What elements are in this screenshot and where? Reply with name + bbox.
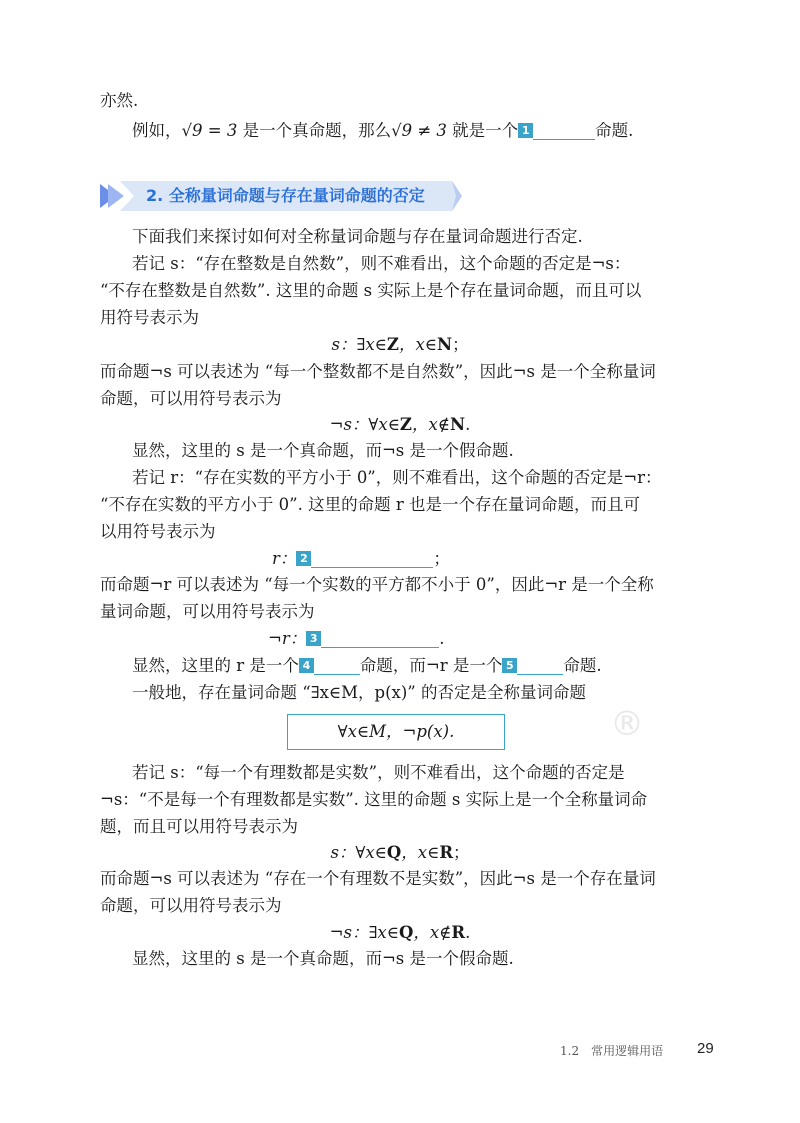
text-fragment: 例如，: [132, 121, 182, 140]
set-symbol: R: [451, 923, 466, 942]
text-line: “不存在实数的平方小于 0”. 这里的命题 r 也是一个存在量词命题，而且可: [100, 495, 640, 514]
set-symbol: N: [436, 335, 453, 354]
formula-fragment: r：: [272, 549, 297, 568]
formula-line: [0, 922, 800, 944]
set-symbol: Q: [398, 923, 414, 942]
text-line: 显然，这里的 s 是一个真命题，而¬s 是一个假命题.: [132, 949, 514, 968]
formula-fragment: ，x∉: [413, 923, 452, 942]
formula-fragment: ，x∉: [411, 415, 450, 434]
formula-fragment: ；: [452, 335, 469, 354]
formula-fragment: .: [465, 415, 471, 434]
text-line: [132, 655, 602, 677]
registered-watermark: ®: [610, 704, 644, 744]
sqrt-equation: √9 = 3: [181, 121, 238, 140]
fill-blank-4[interactable]: [299, 657, 360, 675]
formula-line: [268, 628, 444, 650]
text-fragment: 命题.: [563, 656, 602, 675]
blank-number: 5: [502, 658, 517, 673]
formula-line: [272, 548, 450, 570]
formula-fragment: ；: [433, 549, 450, 568]
text-line: 而命题¬r 可以表述为 “每一个实数的平方都不小于 0”，因此¬r 是一个全称: [100, 575, 654, 594]
text-line: 而命题¬s 可以表述为 “每一个整数都不是自然数”，因此¬s 是一个全称量词: [100, 362, 656, 381]
formula-fragment: .: [465, 923, 471, 942]
blank-number: 1: [518, 123, 533, 138]
footer-section: 1.2 常用逻辑用语: [560, 1044, 664, 1058]
text-line: 显然，这里的 s 是一个真命题，而¬s 是一个假命题.: [132, 441, 514, 460]
text-line: 若记 r：“存在实数的平方小于 0”，则不难看出，这个命题的否定是¬r：: [132, 468, 662, 487]
formula-fragment: ¬s：∀x∈: [329, 415, 400, 434]
text-line: 命题，可以用符号表示为: [100, 389, 282, 408]
fill-blank-1[interactable]: [518, 122, 595, 140]
text-line: ¬s：“不是每一个有理数都是实数”. 这里的命题 s 实际上是一个全称量词命: [100, 790, 648, 809]
fill-blank-2[interactable]: [296, 550, 433, 568]
text-line: 亦然.: [100, 91, 139, 110]
section-heading-text: 2. 全称量词命题与存在量词命题的否定: [146, 186, 425, 205]
text-line: 若记 s：“存在整数是自然数”，则不难看出，这个命题的否定是¬s：: [132, 254, 631, 273]
boxed-formula: [287, 714, 505, 750]
formula-line: [0, 334, 800, 356]
text-line: 下面我们来探讨如何对全称量词命题与存在量词命题进行否定.: [132, 227, 583, 246]
text-line: 量词命题，可以用符号表示为: [100, 602, 315, 621]
set-symbol: N: [450, 415, 466, 434]
formula-fragment: ，x∈: [398, 335, 437, 354]
blank-number: 4: [299, 658, 314, 673]
text-line: 用符号表示为: [100, 308, 199, 327]
formula-fragment: ，x∈: [401, 843, 440, 862]
set-symbol: Q: [386, 843, 402, 862]
formula-line: [0, 414, 800, 436]
text-line: 而命题¬s 可以表述为 “存在一个有理数不是实数”，因此¬s 是一个存在量词: [100, 869, 656, 888]
sqrt-inequation: √9 ≠ 3: [391, 121, 447, 140]
text-line: 一般地，存在量词命题 “∃x∈M，p(x)” 的否定是全称量词命题: [132, 683, 586, 702]
formula-fragment: .: [439, 629, 445, 648]
blank-number: 2: [296, 551, 311, 566]
set-symbol: Z: [386, 335, 399, 354]
formula-fragment: ¬r：: [268, 629, 307, 648]
fill-blank-5[interactable]: [502, 657, 563, 675]
formula-fragment: s：∀x∈: [330, 843, 387, 862]
text-fragment: 命题，而¬r 是一个: [359, 656, 503, 675]
boxed-formula-text: ∀x∈M，¬p(x).: [337, 722, 455, 741]
fill-blank-3[interactable]: [306, 630, 439, 648]
page-number: 29: [697, 1040, 714, 1057]
text-line: 若记 s：“每一个有理数都是实数”，则不难看出，这个命题的否定是: [132, 763, 625, 782]
text-fragment: 显然，这里的 r 是一个: [132, 656, 299, 675]
text-line: 题，而且可以用符号表示为: [100, 817, 298, 836]
text-fragment: 就是一个: [446, 121, 519, 140]
set-symbol: R: [439, 843, 454, 862]
section-heading: [100, 181, 462, 211]
blank-number: 3: [306, 631, 321, 646]
text-fragment: 是一个真命题，那么: [237, 121, 392, 140]
text-line: 以用符号表示为: [100, 522, 216, 541]
set-symbol: Z: [399, 415, 412, 434]
formula-line: [0, 842, 800, 864]
text-line: 命题，可以用符号表示为: [100, 896, 282, 915]
formula-fragment: s：∃x∈: [331, 335, 387, 354]
formula-fragment: ¬s：∃x∈: [329, 923, 399, 942]
text-line: “不存在整数是自然数”. 这里的命题 s 实际上是个存在量词命题，而且可以: [100, 281, 642, 300]
formula-fragment: ；: [453, 843, 470, 862]
text-line-example: [132, 120, 633, 142]
text-fragment: 命题.: [595, 121, 634, 140]
